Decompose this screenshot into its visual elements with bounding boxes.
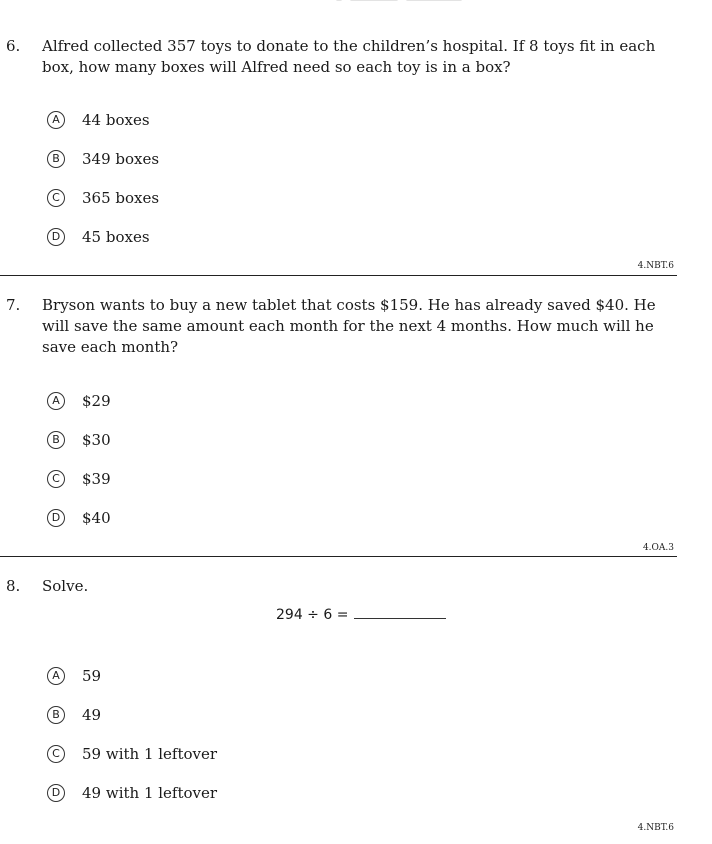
choice-letter-badge[interactable]: B [47,150,65,168]
choice-7-d[interactable] [47,507,111,529]
section-divider [0,275,677,276]
question-number: 7. [6,296,21,314]
equation-text: 294 ÷ 6 = [276,607,349,623]
choice-letter-badge[interactable]: D [47,784,65,802]
choice-text: 44 boxes [82,110,150,129]
standard-code: 4.OA.3 [642,543,674,553]
choice-8-a[interactable] [47,665,101,687]
standard-code: 4.NBT.6 [637,261,674,271]
choice-letter-badge[interactable]: A [47,667,65,685]
choice-letter-badge[interactable]: C [47,189,65,207]
question-text: Alfred collected 357 toys to donate to the children’s hospital. If 8 toys fit in each box, how many boxes will Alfred need so each toy is in a box? [42,37,656,76]
choice-6-b[interactable] [47,148,159,170]
choice-6-c[interactable] [47,187,159,209]
choice-letter-badge[interactable]: D [47,228,65,246]
section-divider [0,556,677,557]
choice-text: 365 boxes [82,188,160,207]
choice-text: 45 boxes [82,227,150,246]
answer-blank[interactable] [354,604,446,619]
choice-letter-badge[interactable]: A [47,111,65,129]
choice-text: 49 [82,705,102,724]
choice-text: 59 with 1 leftover [82,744,218,763]
choice-letter-badge[interactable]: C [47,745,65,763]
choice-letter-badge[interactable]: A [47,392,65,410]
equation [276,604,446,625]
standard-code: 4.NBT.6 [637,823,674,833]
choice-text: 49 with 1 leftover [82,783,218,802]
choice-text: $40 [82,508,111,527]
choice-7-b[interactable] [47,429,111,451]
choice-7-c[interactable] [47,468,111,490]
page-top-edge-marks [336,0,462,2]
choice-letter-badge[interactable]: B [47,431,65,449]
choice-letter-badge[interactable]: B [47,706,65,724]
choice-7-a[interactable] [47,390,111,412]
choice-text: $39 [82,469,111,488]
question-text: Solve. [42,577,89,595]
choice-6-d[interactable] [47,226,150,248]
choice-letter-badge[interactable]: C [47,470,65,488]
choice-text: $29 [82,391,111,410]
choice-text: 349 boxes [82,149,160,168]
question-number: 6. [6,37,21,55]
choice-6-a[interactable] [47,109,150,131]
choice-text: $30 [82,430,111,449]
choice-8-c[interactable] [47,743,217,765]
question-number: 8. [6,577,21,595]
choice-8-d[interactable] [47,782,217,804]
choice-letter-badge[interactable]: D [47,509,65,527]
choice-text: 59 [82,666,102,685]
question-text: Bryson wants to buy a new tablet that costs $159. He has already saved $40. He will save the same amount each month for the next 4 months. How much will he save each month? [42,296,656,356]
choice-8-b[interactable] [47,704,101,726]
